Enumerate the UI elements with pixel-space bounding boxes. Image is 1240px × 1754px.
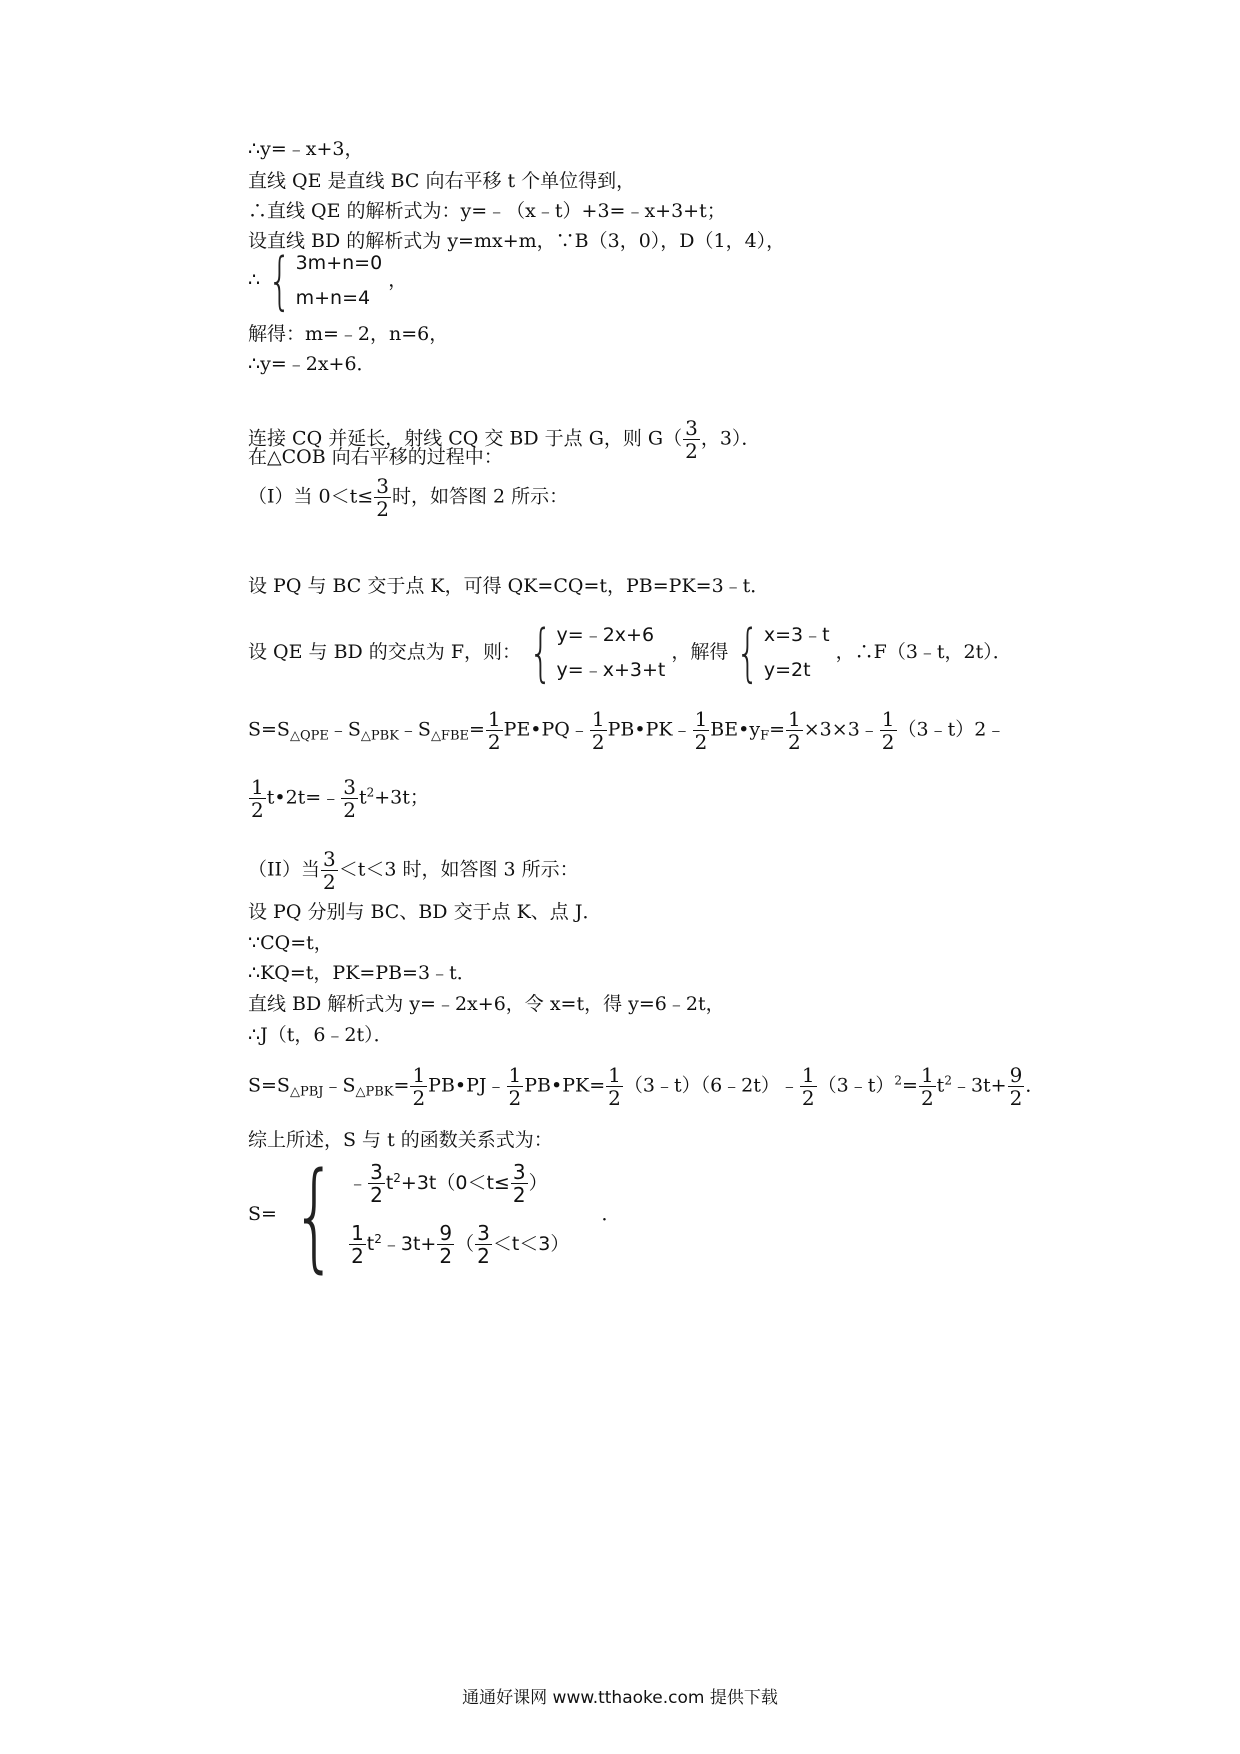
fraction: [341, 777, 358, 820]
text-segment: ﹣S: [398, 718, 431, 741]
denominator: 2: [788, 730, 801, 754]
fraction: [880, 709, 897, 752]
text-line: ∵CQ=t，: [248, 932, 333, 954]
text-line: ∴KQ=t，PK=PB=3﹣t．: [248, 962, 476, 984]
superscript: 2: [894, 1073, 903, 1088]
text-segment: S=S: [248, 1074, 290, 1097]
system-rows: [296, 252, 383, 310]
denominator: 2: [351, 1244, 364, 1268]
text-segment: ﹣S: [328, 718, 361, 741]
therefore-symbol: ∴: [248, 269, 261, 291]
denominator: 2: [508, 1086, 522, 1110]
text-segment: ﹣: [348, 1172, 368, 1194]
denominator: 2: [512, 1183, 526, 1207]
denominator: 2: [694, 730, 708, 754]
fraction: [410, 1065, 427, 1108]
text-segment: ﹣3t+: [951, 1074, 1007, 1097]
text-line: 综上所述，S 与 t 的函数关系式为：: [248, 1129, 553, 1151]
numerator: 1: [920, 1063, 934, 1087]
text-segment: PB•PK=: [524, 1074, 606, 1097]
subscript: △FBE: [430, 728, 469, 744]
numerator: 9: [1009, 1063, 1023, 1087]
text-segment: ＜t＜3 时，如答图 3 所示：: [338, 858, 579, 881]
numerator: 1: [801, 1063, 815, 1087]
text-line: 直线 BD 解析式为 y=﹣2x+6，令 x=t，得 y=6﹣2t，: [248, 993, 725, 1015]
subscript: △QPE: [289, 728, 329, 744]
system-row: x=3﹣t: [763, 624, 830, 646]
piecewise-row: [348, 1223, 569, 1266]
system-rows: [348, 1160, 569, 1268]
text-line-with-fraction: [248, 849, 579, 892]
text-segment: ，3）．: [700, 427, 761, 450]
page-footer: 通通好课网 www.tthaoke.com 提供下载: [462, 1688, 778, 1708]
numerator: 1: [591, 707, 605, 731]
denominator: 2: [343, 798, 356, 822]
subscript: F: [760, 728, 770, 744]
text-segment: =: [769, 718, 786, 741]
piecewise-system: [283, 1146, 570, 1284]
numerator: 1: [788, 707, 801, 731]
text-segment: （I）当 0＜t≤: [248, 485, 374, 508]
denominator: 2: [801, 1086, 815, 1110]
fraction: [1008, 1065, 1025, 1108]
fraction: [349, 1223, 366, 1266]
system-row: m+n=4: [295, 287, 371, 309]
text-segment: PB•PK﹣: [607, 718, 692, 741]
formula-line: [248, 709, 1005, 752]
fraction: [606, 1065, 623, 1108]
subscript: △PBK: [360, 728, 399, 744]
numerator: 3: [477, 1221, 490, 1245]
equation-system: [266, 244, 383, 317]
equation-system: [734, 616, 830, 689]
numerator: 3: [685, 416, 698, 440]
text-segment: t: [358, 786, 367, 809]
text-line: 解得：m=﹣2，n=6，: [248, 323, 449, 345]
text-line: 设 PQ 分别与 BC、BD 交于点 K、点 J．: [248, 901, 602, 923]
fraction: [919, 1065, 936, 1108]
superscript: 2: [944, 1073, 952, 1088]
text-line: ∴y=﹣x+3，: [248, 138, 364, 160]
numerator: 1: [412, 1063, 426, 1087]
text-segment: ．: [601, 1203, 621, 1225]
numerator: 3: [370, 1160, 383, 1184]
fraction: [249, 777, 266, 820]
fraction: [475, 1223, 492, 1266]
text-segment: PE•PQ﹣: [503, 718, 589, 741]
fraction: [800, 1065, 817, 1108]
text-segment: t: [936, 1074, 945, 1097]
text-segment: =: [469, 718, 485, 741]
system-rows: [764, 624, 830, 682]
text-segment: S=S: [248, 718, 290, 741]
superscript: 2: [366, 785, 375, 800]
fraction: [786, 709, 803, 752]
text-line: 直线 QE 是直线 BC 向右平移 t 个单位得到，: [248, 170, 636, 192]
system-row: 3m+n=0: [295, 252, 383, 274]
denominator: 2: [881, 730, 895, 754]
text-segment: ，∴F（3﹣t，2t）．: [835, 641, 1012, 663]
denominator: 2: [685, 439, 698, 463]
numerator: 3: [343, 775, 356, 799]
text-segment: PB•PJ﹣: [428, 1074, 506, 1097]
numerator: 3: [376, 474, 389, 498]
fraction: [368, 1162, 385, 1205]
text-segment: =: [393, 1074, 410, 1097]
piecewise-row: [348, 1162, 569, 1205]
denominator: 2: [323, 870, 336, 894]
numerator: 9: [439, 1221, 453, 1245]
punctuation: ，: [388, 269, 408, 291]
denominator: 2: [439, 1244, 453, 1268]
system-rows: [557, 624, 666, 682]
fraction: [693, 709, 710, 752]
text-line: 设 PQ 与 BC 交于点 K，可得 QK=CQ=t，PB=PK=3﹣t．: [248, 575, 770, 597]
system-row: y=﹣2x+6: [556, 624, 655, 646]
denominator: 2: [370, 1183, 383, 1207]
system-row: y=﹣x+3+t: [556, 659, 666, 681]
text-segment: BE•y: [710, 718, 761, 741]
text-segment: S=: [248, 1203, 277, 1225]
text-segment: ﹣S: [323, 1074, 356, 1097]
text-segment: +3t（0＜t≤: [400, 1172, 510, 1194]
fraction: [321, 849, 338, 892]
denominator: 2: [920, 1086, 934, 1110]
denominator: 2: [376, 497, 389, 521]
text-segment: t: [366, 1233, 375, 1255]
text-segment: ×3×3﹣: [803, 718, 879, 741]
numerator: 3: [323, 847, 336, 871]
numerator: 1: [608, 1063, 621, 1087]
text-line: ∴J（t，6﹣2t）．: [248, 1024, 393, 1046]
text-line: 设直线 BD 的解析式为 y=mx+m，∵B（3，0），D（1，4），: [248, 230, 786, 252]
formula-line: [248, 777, 429, 820]
text-segment: +3t；: [374, 786, 429, 809]
text-segment: ．: [1025, 1074, 1045, 1097]
denominator: 2: [487, 730, 501, 754]
fraction: [511, 1162, 528, 1205]
text-segment: ＜t＜3）: [492, 1233, 570, 1255]
denominator: 2: [412, 1086, 426, 1110]
brace-icon: {: [736, 616, 760, 689]
text-line-with-fraction: [248, 476, 568, 519]
text-line: 在△COB 向右平移的过程中：: [248, 446, 503, 468]
numerator: 1: [508, 1063, 522, 1087]
text-segment: （: [455, 1233, 475, 1255]
text-segment: =: [902, 1074, 918, 1097]
numerator: 1: [694, 707, 708, 731]
denominator: 2: [251, 798, 264, 822]
denominator: 2: [477, 1244, 490, 1268]
brace-icon: {: [268, 244, 292, 317]
superscript: 2: [393, 1171, 401, 1185]
subscript: △PBJ: [289, 1084, 324, 1100]
brace-icon: {: [528, 616, 553, 689]
fraction: [507, 1065, 524, 1108]
text-line-with-systems: [248, 616, 1012, 689]
text-segment: ﹣3t+: [381, 1233, 437, 1255]
fraction: [437, 1223, 454, 1266]
text-segment: 时，如答图 2 所示：: [391, 485, 569, 508]
text-segment: （3﹣t）: [817, 1074, 895, 1097]
numerator: 1: [487, 707, 501, 731]
fraction: [374, 476, 391, 519]
numerator: 1: [351, 1221, 364, 1245]
text-line: ∴y=﹣2x+6．: [248, 353, 376, 375]
text-segment: 连接 CQ 并延长，射线 CQ 交 BD 于点 G，则 G（: [248, 427, 683, 450]
piecewise-function: [248, 1146, 621, 1284]
fraction: [590, 709, 607, 752]
numerator: 3: [512, 1160, 526, 1184]
text-segment: ，解得: [671, 641, 729, 663]
text-segment: （3﹣t）（6﹣2t）﹣: [623, 1074, 799, 1097]
fraction: [486, 709, 503, 752]
brace-icon: {: [292, 1146, 338, 1284]
text-segment: 设 QE 与 BD 的交点为 F，则：: [248, 641, 522, 663]
equation-system: [527, 616, 666, 689]
subscript: △PBK: [355, 1084, 394, 1100]
denominator: 2: [1009, 1086, 1023, 1110]
formula-line: [248, 1065, 1044, 1108]
superscript: 2: [374, 1232, 382, 1246]
text-segment: t•2t=﹣: [266, 786, 341, 809]
text-segment: t: [385, 1172, 394, 1194]
text-segment: （II）当: [248, 858, 321, 881]
denominator: 2: [591, 730, 605, 754]
text-line: ∴直线 QE 的解析式为：y=﹣（x﹣t）+3=﹣x+3+t；: [248, 200, 726, 222]
denominator: 2: [608, 1086, 621, 1110]
numerator: 1: [251, 775, 264, 799]
text-segment: ）: [528, 1172, 548, 1194]
equation-system-line: [248, 244, 408, 317]
fraction: [683, 418, 700, 461]
system-row: y=2t: [763, 659, 811, 681]
numerator: 1: [881, 707, 895, 731]
text-segment: （3﹣t）2﹣: [897, 718, 1006, 741]
